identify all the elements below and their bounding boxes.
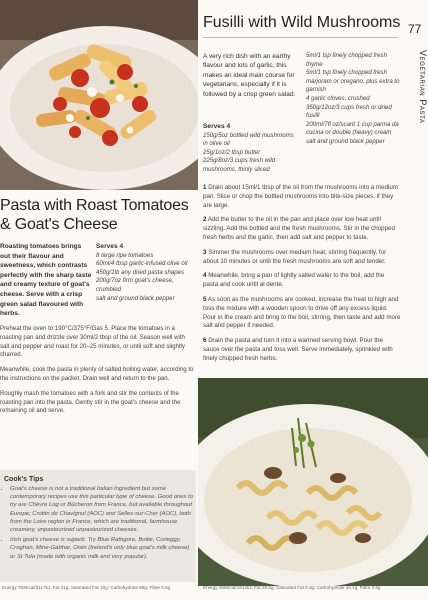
step-text: Meanwhile, bring a pan of lightly salted water to the boil, add the pasta and cook until al dente. bbox=[203, 272, 385, 289]
step-text: As soon as the mushrooms are cooked, increase the heat to high and toss the mixture with a wooden spoon to drive off any excess liquid. Pour in the cream and bring to the boil, stirring, then taste and add more salt and pepper if needed. bbox=[203, 295, 401, 330]
right-recipe-intro: A very rich dish with an earthy flavour and lots of garlic, this makes an ideal main course for vegetarians, especially if it is followed by a crisp green salad. bbox=[203, 53, 296, 98]
tip-item: • Goat's cheese is not a traditional Italian ingredient but some contemporary recipes use this particular type of cheese. Good ones to try are Chèvre Log or Bûcheron from France, but available throughout Europe; Crottin de Chavignol (AOC) and Selles-sur-Cher (AOC), both from the Loire region in France, which are traditional, farmhouse creamery, unpasteurized unpasteurized cheeses. bbox=[10, 485, 194, 534]
ingredient-item: 200ml/7fl oz/scant 1 cup panna da cucina or double (heavy) cream bbox=[306, 120, 399, 137]
right-ingredients-b bbox=[306, 52, 402, 147]
left-recipe-title: Pasta with Roast Tomatoes & Goat's Cheese bbox=[0, 197, 189, 233]
ingredient-item: 225g/8oz/3 cups fresh wild mushrooms, thinly sliced bbox=[203, 157, 276, 173]
step-number: 6 bbox=[203, 337, 207, 345]
method-step: Preheat the oven to 190°C/375°F/Gas 5. Place the tomatoes in a roasting pan and drizzle over 30ml/2 tbsp of the oil. Season well with salt and pepper and roast for 20–25 minutes, or until soft and slightly charred. bbox=[0, 325, 185, 359]
ingredient-item: 350g/12oz/3 cups fresh or dried fusilli bbox=[306, 103, 392, 120]
title-divider bbox=[203, 37, 398, 38]
ingredient-item: 150g/5oz bottled wild mushrooms in olive oil bbox=[203, 131, 294, 148]
step-number: 4 bbox=[203, 272, 207, 280]
left-nutrition-footer: Energy 783Kcal/3117kJ; Fat 31g; Saturated Fat 10g; Carbohydrate 99g; Fibre 6.6g bbox=[2, 585, 171, 590]
method-step: Meanwhile, cook the pasta in plenty of salted boiling water, according to the instructions on the packet. Drain well and return to the pan. bbox=[0, 366, 194, 382]
step-text: Simmer the mushrooms over medium heat, stirring frequently, for about 10 minutes or until the fresh mushrooms are soft and tender. bbox=[203, 248, 387, 265]
ingredient-item: 25g/1oz/2 tbsp butter bbox=[203, 148, 261, 156]
method-step bbox=[203, 337, 401, 363]
ingredient-item: 4 garlic cloves, crushed bbox=[306, 94, 370, 102]
right-recipe-title: Fusilli with Wild Mushrooms bbox=[203, 14, 401, 31]
ingredient-item: 5ml/1 tsp finely chopped fresh thyme bbox=[306, 52, 387, 68]
fusilli-mushroom-photo bbox=[198, 378, 428, 586]
step-number: 2 bbox=[203, 216, 207, 224]
left-recipe-intro: Roasting tomatoes brings out their flavour and sweetness, which contrasts perfectly with the sharp taste and creamy texture of goat's cheese. Serve with a crisp green salad flavoured with herbs. bbox=[0, 243, 92, 318]
cooks-tips-title: Cook's Tips bbox=[4, 476, 44, 483]
method-step bbox=[203, 184, 401, 210]
right-method bbox=[203, 184, 401, 370]
cooks-tips-box bbox=[0, 470, 196, 582]
pasta-tomato-photo bbox=[0, 0, 198, 190]
ingredient-item: salt and ground black pepper bbox=[306, 137, 385, 145]
ingredient-item: 450g/1lb any dried pasta shapes bbox=[96, 268, 185, 276]
ingredient-item: 8 large ripe tomatoes bbox=[96, 251, 154, 259]
method-step bbox=[203, 249, 401, 267]
step-number: 3 bbox=[203, 248, 207, 256]
step-text: Drain about 15ml/1 tbsp of the oil from the mushrooms into a medium pan. Slice or chop the bottled mushrooms into bite-size pieces, if they are large. bbox=[203, 184, 399, 209]
ingredient-item: salt and ground black pepper bbox=[96, 294, 175, 302]
left-ingredients bbox=[96, 242, 198, 303]
method-step bbox=[203, 296, 401, 331]
ingredient-item: 60ml/4 tbsp garlic-infused olive oil bbox=[96, 260, 188, 268]
section-label: Vegetarian Pasta bbox=[418, 50, 428, 124]
ingredient-item: 200g/7oz firm goat's cheese, crumbled bbox=[96, 277, 174, 293]
step-number: 5 bbox=[203, 295, 207, 303]
right-nutrition-footer: Energy 456Kcal/1914kJ; Fat 29.5g; Saturated Fat 9.3g; Carbohydrate 44.1g; Fibre 3.6g bbox=[203, 585, 381, 590]
method-step: Roughly mash the tomatoes with a fork and stir the contents of the roasting pan into the pasta. Gently stir in the goat's cheese and the remaining oil and serve. bbox=[0, 389, 181, 415]
right-ingredients-a bbox=[203, 122, 300, 175]
page-number: 77 bbox=[408, 22, 422, 36]
method-step bbox=[203, 216, 401, 242]
step-text: Add the butter to the oil in the pan and place over low heat until sizzling. Add the bottled and the fresh mushrooms. Stir in the chopped fresh herbs and the garlic, then add salt and pepper to taste. bbox=[203, 216, 395, 241]
step-number: 1 bbox=[203, 184, 207, 191]
step-text: Drain the pasta and turn it into a warmed serving bowl. Pour the sauce over the pasta and toss well. Serve immediately, sprinkled with finely chopped fresh herbs. bbox=[203, 337, 393, 362]
tip-item: • Irish goat's cheese is superb. Try Blue Rathgore, Boilie, Corleggy, Croghan, Mine-Gabhar, Oisin (Ireland's only blue goat's milk cheese) or St Tola (made with organic milk and very popular). bbox=[10, 536, 194, 561]
left-serves: Serves 4 bbox=[96, 243, 124, 250]
left-method bbox=[0, 325, 196, 422]
ingredient-item: 5ml/1 tsp finely chopped fresh marjoram or oregano, plus extra to garnish bbox=[306, 69, 400, 94]
right-serves: Serves 4 bbox=[203, 123, 231, 130]
method-step bbox=[203, 272, 401, 290]
